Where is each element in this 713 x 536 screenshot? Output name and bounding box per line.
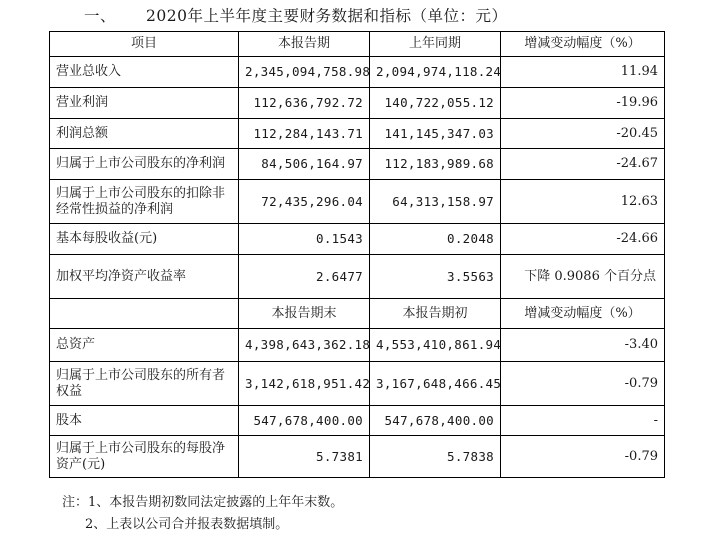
current-value: 4,398,643,362.18: [239, 329, 370, 362]
table-row: [50, 406, 665, 436]
row-label: 总资产: [50, 329, 239, 362]
row-label: 归属于上市公司股东的每股净资产(元): [50, 436, 239, 478]
header-prior-period: 上年同期: [370, 32, 501, 57]
prior-value: 3,167,648,466.45: [370, 362, 501, 406]
header-item: 项目: [50, 32, 239, 57]
current-value: 547,678,400.00: [239, 406, 370, 436]
prior-value: 4,553,410,861.94: [370, 329, 501, 362]
note-1: 注：1、本报告期初数同法定披露的上年年末数。: [62, 495, 344, 510]
prior-value: 5.7838: [370, 436, 501, 478]
prior-value: 141,145,347.03: [370, 119, 501, 149]
change-value: -0.79: [501, 362, 665, 406]
change-value: -: [501, 406, 665, 436]
prior-value: 3.5563: [370, 255, 501, 299]
row-label: 营业利润: [50, 88, 239, 119]
change-value: -20.45: [501, 119, 665, 149]
table-row: [50, 329, 665, 362]
current-value: 2,345,094,758.98: [239, 57, 370, 88]
change-value: 11.94: [501, 57, 665, 88]
header-change: 增减变动幅度（%）: [501, 32, 665, 57]
header-current-period: 本报告期: [239, 32, 370, 57]
row-label: 基本每股收益(元): [50, 224, 239, 255]
row-label: 利润总额: [50, 119, 239, 149]
table-row: [50, 88, 665, 119]
change-value: -24.66: [501, 224, 665, 255]
prior-value: 547,678,400.00: [370, 406, 501, 436]
section-number: 一、: [84, 7, 117, 25]
change-value: 12.63: [501, 180, 665, 224]
prior-value: 64,313,158.97: [370, 180, 501, 224]
row-label: 加权平均净资产收益率: [50, 255, 239, 299]
row-label: 股本: [50, 406, 239, 436]
row-label: 归属于上市公司股东的扣除非经常性损益的净利润: [50, 180, 239, 224]
section-title: 2020年上半年度主要财务数据和指标（单位：元）: [146, 7, 508, 25]
change-value: -24.67: [501, 149, 665, 180]
current-value: 112,636,792.72: [239, 88, 370, 119]
change-value: 下降 0.9086 个百分点: [501, 255, 665, 299]
table-row: [50, 224, 665, 255]
table-row: [50, 57, 665, 88]
prior-value: 112,183,989.68: [370, 149, 501, 180]
change-value: -0.79: [501, 436, 665, 478]
header-period-end: 本报告期末: [239, 299, 370, 329]
header-change: 增减变动幅度（%）: [501, 299, 665, 329]
current-value: 112,284,143.71: [239, 119, 370, 149]
change-value: -3.40: [501, 329, 665, 362]
note-2: 2、上表以公司合并报表数据填制。: [85, 517, 289, 532]
table-header-row: [50, 32, 665, 57]
table-row: [50, 119, 665, 149]
table-row: [50, 149, 665, 180]
current-value: 3,142,618,951.42: [239, 362, 370, 406]
row-label: 营业总收入: [50, 57, 239, 88]
financial-data-table: [49, 31, 665, 478]
table-header-row: [50, 299, 665, 329]
row-label: 归属于上市公司股东的所有者权益: [50, 362, 239, 406]
prior-value: 0.2048: [370, 224, 501, 255]
table-row: [50, 255, 665, 299]
current-value: 2.6477: [239, 255, 370, 299]
table-row: [50, 362, 665, 406]
table-row: [50, 436, 665, 478]
table-notes: [62, 492, 343, 536]
current-value: 84,506,164.97: [239, 149, 370, 180]
prior-value: 2,094,974,118.24: [370, 57, 501, 88]
change-value: -19.96: [501, 88, 665, 119]
table-row: [50, 180, 665, 224]
row-label: 归属于上市公司股东的净利润: [50, 149, 239, 180]
current-value: 0.1543: [239, 224, 370, 255]
header-item: [50, 299, 239, 329]
section-heading: [84, 4, 507, 26]
current-value: 5.7381: [239, 436, 370, 478]
header-period-start: 本报告期初: [370, 299, 501, 329]
current-value: 72,435,296.04: [239, 180, 370, 224]
prior-value: 140,722,055.12: [370, 88, 501, 119]
